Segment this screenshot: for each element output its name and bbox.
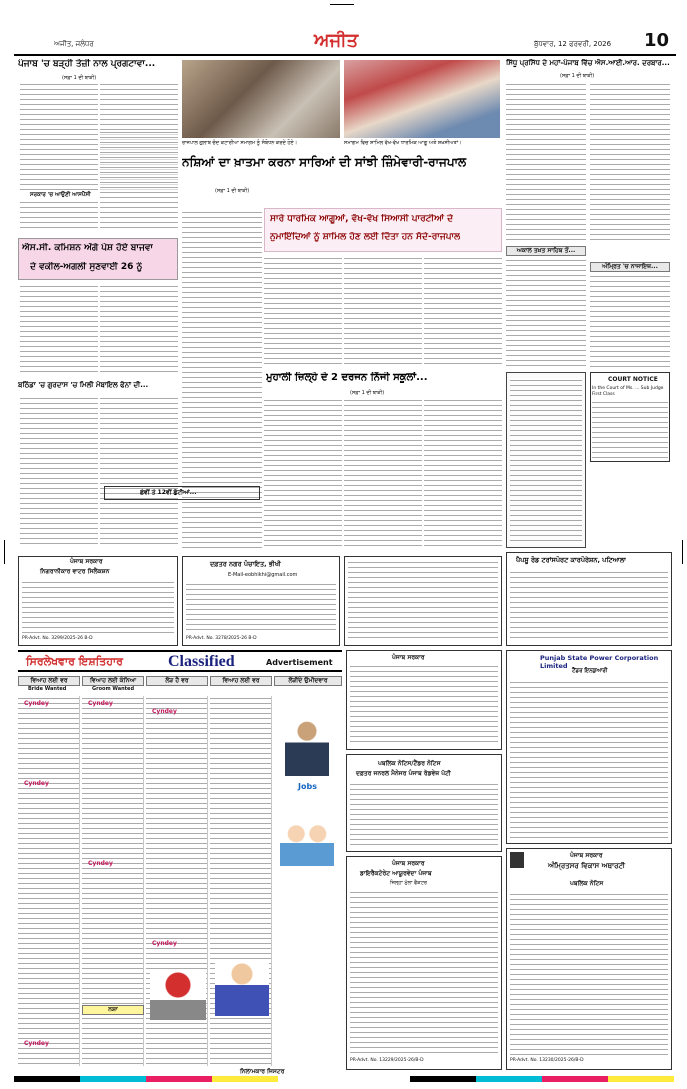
govt-ad-6-title: ਪੰਜਾਬ ਸਰਕਾਰ <box>392 860 425 867</box>
page-number: 10 <box>644 30 670 51</box>
main-sub-2: ਨੁਮਾਇੰਦਿਆਂ ਨੂੰ ਸ਼ਾਮਿਲ ਹੋਣ ਲਈ ਦਿੱਤਾ ਹਨ ਸੱਦੇ-ਰਾਜਪਾਲ <box>270 232 461 242</box>
main-body-col2 <box>344 256 422 368</box>
govt-ad-4-body <box>350 664 498 746</box>
category-header-4: ਵਿਆਹ ਲਈ ਵਰ <box>210 676 272 686</box>
story-1-headline: ਪੰਜਾਬ 'ਚ ਬੜ੍ਹੀ ਤੇਜ਼ੀ ਨਾਲ ਪ੍ਰਗਟਾਵਾ... <box>18 59 156 69</box>
story-7-body-col3 <box>424 398 502 548</box>
classified-logo-5: Cyndey <box>88 860 113 867</box>
govt-ad-2-footer: PR-Advt. No. 3278/2025-26 B-D <box>186 636 257 641</box>
category-header-3: ਲੋੜ ਹੈ ਵਰ <box>146 676 208 686</box>
classified-english-sub: Advertisement <box>266 658 333 667</box>
story-1-body-col1 <box>20 82 98 190</box>
masthead-title: ਅਜੀਤ <box>314 30 359 51</box>
story-2-body-col2 <box>100 284 178 376</box>
classified-logo-3: Cyndey <box>152 708 177 715</box>
amritsar-footer: PR-Advt. No. 13230/2025-26/B-D <box>510 1058 584 1063</box>
govt-ad-6-footer: PR-Advt. No. 13229/2025-26/B-D <box>350 1058 424 1063</box>
story-5-headline: ਅਕਾਲ ਤਖ਼ਤ ਸਾਹਿਬ ਤੋਂ... <box>506 246 586 256</box>
photo-2-caption: ਸਮਾਗਮ ਵਿਚ ਸ਼ਾਮਿਲ ਵੱਖ-ਵੱਖ ਧਾਰਮਿਕ ਆਗੂ ਅਤੇ ਸ਼ਖ਼ਸੀਅਤਾਂ। <box>344 140 462 146</box>
businessman-illustration <box>285 720 329 776</box>
amritsar-title-2: ਅੰਮ੍ਰਿਤਸਰ ਵਿਕਾਸ ਅਥਾਰਟੀ <box>548 862 626 870</box>
govt-ad-5-title: ਪਬਲਿਕ ਨੋਟਿਸ/ਟੈਂਡਰ ਨੋਟਿਸ <box>378 760 441 767</box>
crop-mark-right <box>682 540 683 564</box>
govt-ad-1-body <box>22 580 174 634</box>
classified-col-1 <box>18 696 80 1066</box>
header-date: ਬੁੱਧਵਾਰ, 12 ਫਰਵਰੀ, 2026 <box>534 40 612 48</box>
court-notice-body <box>592 400 668 458</box>
story-7-sub: (ਸਫ਼ਾ 1 ਦੀ ਬਾਕੀ) <box>350 390 385 396</box>
crop-mark-left <box>4 540 5 564</box>
amritsar-sub: ਪਬਲਿਕ ਨੋਟਿਸ <box>570 880 604 887</box>
story-7-headline: ਮੁਹਾਲੀ ਜ਼ਿਲ੍ਹੇ ਦੇ 2 ਦਰਜਨ ਨਿੱਜੀ ਸਕੂਲਾਂ... <box>266 372 428 383</box>
story-6-headline: ਅੰਮ੍ਰਿਤ 'ਚ ਨਾਜਾਇਜ਼... <box>590 262 670 272</box>
classified-english-title: Classified <box>168 653 235 670</box>
story-1-body-col4 <box>100 130 178 232</box>
category-header-5: ਲੋੜੀਂਦੇ ਉਮੀਦਵਾਰ <box>274 676 342 686</box>
amritsar-body <box>510 892 668 1056</box>
pepsu-title: ਪੈਪਸੂ ਰੋਡ ਟਰਾਂਸਪੋਰਟ ਕਾਰਪੋਰੇਸ਼ਨ, ਪਟਿਆਲਾ <box>516 556 626 564</box>
category-header-1: ਵਿਆਹ ਲਈ ਵਰ <box>18 676 80 686</box>
classified-sale-box: ਨਸ਼ਾ <box>82 1005 144 1015</box>
category-header-2: ਵਿਆਹ ਲਈ ਕੰਨਿਆ <box>82 676 144 686</box>
pspcl-sub: ਟੈਂਡਰ ਇਨਕੁਆਰੀ <box>572 668 608 674</box>
story-4-body-col2 <box>590 82 670 242</box>
story-6-body <box>590 274 670 368</box>
story-5-body <box>506 258 586 368</box>
govt-ad-6-sub2: ਜ਼ਿਲ੍ਹਾ ਮੁੱਲਾ ਫੈਕਟਰ <box>390 880 428 886</box>
pspcl-body <box>510 680 668 840</box>
govt-ad-2-body <box>186 582 336 632</box>
classified-logo-6: Cyndey <box>152 940 177 947</box>
classified-logo-4: Cyndey <box>24 780 49 787</box>
category-en-1: Bride Wanted <box>28 686 67 692</box>
category-en-2: Groom Wanted <box>92 686 135 692</box>
pepsu-body <box>510 570 668 642</box>
megaphone-illustration <box>150 970 206 1020</box>
story-2-headline-2: ਦੇ ਵਕੀਲ-ਅਗਲੀ ਸੁਣਵਾਈ 26 ਨੂੰ <box>30 262 143 272</box>
page-header <box>14 30 676 56</box>
govt-ad-2-title: ਦਫ਼ਤਰ ਨਗਰ ਪੰਚਾਇਤ, ਭੀਖੀ <box>210 560 281 568</box>
main-body-col3 <box>424 256 502 368</box>
story-3-body-col2 <box>100 396 178 548</box>
amritsar-logo <box>510 852 524 868</box>
crop-mark-top <box>330 4 354 5</box>
classified-logo-7: Cyndey <box>24 1040 49 1047</box>
govt-ad-1-footer: PR-Advt. No. 3299/2025-26 B-D <box>22 636 93 641</box>
story-1-body-col3 <box>20 200 98 232</box>
nurse-illustration <box>280 820 334 866</box>
photo-governor <box>182 60 340 138</box>
story-1-teaser: ਸਰਕਾਰ 'ਚ ਆਉਣੀ ਆਸਪੈਂਸੀ <box>30 192 91 198</box>
story-3-headline: ਬਠਿੰਡਾ 'ਚ ਗੁਰਦਾਸ 'ਚ ਮਿਲੀ ਮੋਬਾਇਲ ਫੋਨਾਂ ਦੀ... <box>18 381 149 389</box>
govt-ad-1-sub: ਨਿਗਰਾਨੀਕਾਰ ਵਾਟਰ ਸਿਲੈਕਸ਼ਨ <box>40 568 110 575</box>
govt-ad-6-body <box>350 890 498 1054</box>
story-4-sub: (ਸਫ਼ਾ 1 ਦੀ ਬਾਕੀ) <box>560 73 595 79</box>
classified-logo-1: Cyndey <box>24 700 49 707</box>
govt-ad-5-body <box>350 782 498 848</box>
classified-header <box>18 650 342 672</box>
header-left-text: ਅਜੀਤ, ਜਲੰਧਰ <box>54 40 94 48</box>
story-7-body-col1 <box>264 398 342 548</box>
govt-ad-6-sub: ਡਾਇਰੈਕਟੋਰੇਟ ਆਯੂਰਵੇਦਾ ਪੰਜਾਬ <box>360 870 432 877</box>
govt-ad-1-title: ਪੰਜਾਬ ਸਰਕਾਰ <box>70 558 103 565</box>
main-sub-1: ਸਾਰੇ ਧਾਰਮਿਕ ਆਗੂਆਂ, ਵੱਖ-ਵੱਖ ਸਿਆਸੀ ਪਾਰਟੀਆਂ ਦੇ <box>270 214 454 224</box>
main-jump: (ਸਫ਼ਾ 1 ਦੀ ਬਾਕੀ) <box>215 188 250 194</box>
main-headline: ਨਸ਼ਿਆਂ ਦਾ ਖ਼ਾਤਮਾ ਕਰਨਾ ਸਾਰਿਆਂ ਦੀ ਸਾਂਝੀ ਜ਼ਿੰਮੇਵਾਰੀ-ਰਾਜਪਾਲ <box>182 155 467 169</box>
story-7-body-col2 <box>344 398 422 548</box>
ad-block-right-text <box>510 378 582 544</box>
govt-ad-5-sub: ਦਫ਼ਤਰ ਜਨਰਲ ਮੈਨੇਜਰ ਪੰਜਾਬ ਰੋਡਵੇਜ਼ ਪੱਟੀ <box>356 770 451 777</box>
court-notice-title: COURT NOTICE <box>608 376 658 383</box>
classified-footer: ਨਿਲਾਮਕਾਰ ਜਿਸਟਰ <box>240 1068 285 1075</box>
govt-ad-4-title: ਪੰਜਾਬ ਸਰਕਾਰ <box>392 654 425 661</box>
govt-ad-2-email: E-Mail-eobhikhi@gmail.com <box>228 572 298 578</box>
story-8-headline: ਛੇਵੀਂ ਤੇ 12ਵੀਂ ਛੁੱਟੀਆਂ... <box>140 489 197 496</box>
people-illustration <box>215 960 269 1016</box>
jobs-label: Jobs <box>298 782 317 791</box>
govt-ad-3-body <box>348 560 498 642</box>
story-2-headline: ਐਸ.ਸੀ. ਕਮਿਸ਼ਨ ਅੱਗੇ ਪੇਸ਼ ਹੋਏ ਬਾਜਵਾ <box>22 243 154 253</box>
story-4-headline: ਸਿੱਧੂ ਪ੍ਰਸਿੱਧ ਦੇ ਮਹਾਂ-ਪੰਜਾਬ ਵਿੱਚ ਐਸ.ਆਈ.ਆਰ. ਦਰਬਾਰ... <box>506 59 670 67</box>
photo-1-caption: ਰਾਜਪਾਲ ਗੁਲਾਬ ਚੰਦ ਕਟਾਰੀਆ ਸਮਾਗਮ ਨੂੰ ਸੰਬੋਧਨ ਕਰਦੇ ਹੋਏ। <box>182 140 298 146</box>
amritsar-title-1: ਪੰਜਾਬ ਸਰਕਾਰ <box>570 852 603 859</box>
story-3-body-col1 <box>20 396 98 548</box>
pspcl-title: Punjab State Power Corporation Limited <box>540 654 659 670</box>
story-1-sub: (ਸਫ਼ਾ 1 ਦੀ ਬਾਕੀ) <box>62 75 97 81</box>
classified-logo-2: Cyndey <box>88 700 113 707</box>
main-body-col1 <box>264 256 342 368</box>
photo-gathering <box>344 60 500 138</box>
color-registration-bar <box>14 1076 674 1082</box>
classified-punjabi-title: ਸਿਰਲੇਖਵਾਰ ਇਸ਼ਤਿਹਾਰ <box>26 655 123 668</box>
court-notice-sub: In the Court of Ms. ... Sub Judge First Class <box>592 386 664 397</box>
story-4-body-col1 <box>506 82 586 242</box>
story-2-body-col1 <box>20 284 98 376</box>
